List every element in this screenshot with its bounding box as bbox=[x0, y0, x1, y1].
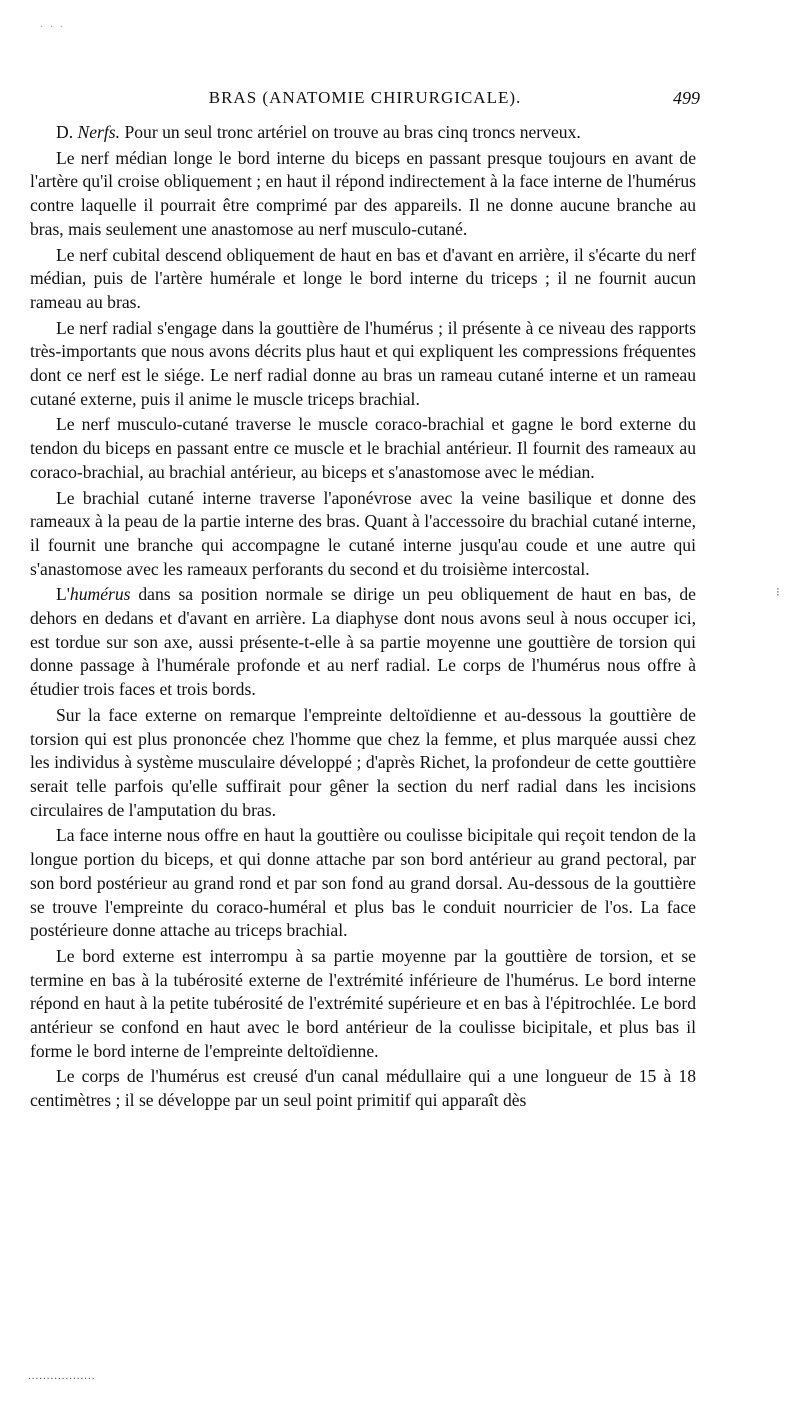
paragraph-text: Le nerf cubital descend obliquement de haut en bas et d'avant en arrière, il s'écarte du nerf médian, puis de l'artère humérale et longe le bord interne du triceps ; il ne fournit aucun rameau au bras. bbox=[30, 244, 696, 312]
paragraph-nerf-musculo-cutane bbox=[30, 413, 696, 484]
paragraph-text: Sur la face externe on remarque l'empreinte deltoïdienne et au-dessous la gouttière de torsion qui est plus prononcée chez l'homme que chez la femme, et plus marquée aussi chez les individus à système musculaire développé ; d'après Richet, la profondeur de cette gouttière serait telle parfois qu'elle suffirait pour gêner la section du nerf radial dans les incisions circulaires de l'amputation du bras. bbox=[30, 704, 696, 820]
paragraph-humerus bbox=[30, 583, 696, 702]
running-head: BRAS (ANATOMIE CHIRURGICALE). bbox=[208, 88, 522, 107]
paragraph-nerf-median bbox=[30, 147, 696, 242]
paragraph-nerf-cubital bbox=[30, 244, 696, 315]
paragraph-text: Le nerf musculo-cutané traverse le muscle coraco-brachial et gagne le bord externe du tendon du biceps en passant entre ce muscle et le brachial antérieur. Il fournit des rameaux au coraco-brachial, au brachial antérieur, au biceps et s'anastomose avec le médian. bbox=[30, 414, 696, 482]
paragraph-text: Le bord externe est interrompu à sa partie moyenne par la gouttière de torsion, et se termine en bas à la tubérosité externe de l'extrémité inférieure de l'humérus. Le bord interne répond en haut à la petite tubérosité de l'extrémité supérieure et en bas à l'épitrochlée. Le bord antérieur se confond en haut avec le bord antérieur de la coulisse bicipitale, et plus bas il forme le bord interne de l'empreinte deltoïdienne. bbox=[30, 945, 696, 1061]
paragraph-text: dans sa position normale se dirige un peu obliquement de haut en bas, de dehors en dedans et d'avant en arrière. La diaphyse dont nous avons seul à nous occuper ici, est tordue sur son axe, aussi présente-t-elle à sa partie moyenne une gouttière de torsion qui donne passage à l'humérale profonde et au nerf radial. Le corps de l'humérus nous offre à étudier trois faces et trois bords. bbox=[30, 584, 696, 700]
paragraph-bords bbox=[30, 945, 696, 1064]
section-letter: D. bbox=[56, 122, 78, 142]
page-number: 499 bbox=[673, 88, 700, 108]
paragraph-corps-humerus bbox=[30, 1065, 696, 1112]
page-header bbox=[30, 88, 700, 112]
paragraph-lead: L' bbox=[56, 584, 70, 605]
paragraph-text: Le corps de l'humérus est creusé d'un canal médullaire qui a une longueur de 15 à 18 centimètres ; il se développe par un seul point primitif qui apparaît dès bbox=[30, 1066, 696, 1111]
term-humerus: humérus bbox=[69, 584, 131, 605]
paragraph-nerf-radial bbox=[30, 317, 696, 412]
paragraph-text: Le nerf médian longe le bord interne du biceps en passant presque toujours en avant de l'artère qu'il croise obliquement ; en haut il répond indirectement à la face interne de l'humérus contre laquelle il pourrait être comprimé par des appareils. Il ne donne aucune branche au bras, mais seulement une anastomose au nerf musculo-cutané. bbox=[30, 147, 696, 239]
paragraph-text: Pour un seul tronc artériel on trouve au bras cinq troncs nerveux. bbox=[120, 122, 581, 142]
paragraph-text: Le nerf radial s'engage dans la gouttière de l'humérus ; il présente à ce niveau des rapports très-importants que nous avons décrits plus haut et qui expliquent les compressions fréquentes dont ce nerf est le siége. Le nerf radial donne au bras un rameau cutané interne et un rameau cutané externe, puis il anime le muscle triceps brachial. bbox=[30, 317, 696, 409]
paragraph-face-externe bbox=[30, 704, 696, 823]
body-text bbox=[30, 121, 696, 1115]
paragraph-text: Le brachial cutané interne traverse l'aponévrose avec la veine basilique et donne des rameaux à la peau de la partie interne des bras. Quant à l'accessoire du brachial cutané interne, il fournit une branche qui accompagne le cutané interne jusqu'au coude et une autre qui s'anastomose avec les rameaux perforants du second et du troisième intercostal. bbox=[30, 487, 696, 579]
footer-dotted-rule: .................. bbox=[28, 1370, 96, 1382]
paragraph-nerfs bbox=[30, 121, 696, 145]
paragraph-brachial-cutane bbox=[30, 487, 696, 582]
top-speck-marks: · · · bbox=[40, 22, 65, 33]
paragraph-face-interne bbox=[30, 824, 696, 943]
section-title-nerfs: Nerfs. bbox=[77, 122, 121, 142]
margin-speck: ⁝ bbox=[776, 585, 780, 599]
paragraph-text: La face interne nous offre en haut la gouttière ou coulisse bicipitale qui reçoit tendon de la longue portion du biceps, et qui donne attache par son bord antérieur au grand pectoral, par son bord postérieur au grand rond et par son fond au grand dorsal. Au-dessous de la gouttière se trouve l'empreinte du coraco-huméral et plus bas le conduit nourricier de l'os. La face postérieure donne attache au triceps brachial. bbox=[30, 825, 696, 941]
